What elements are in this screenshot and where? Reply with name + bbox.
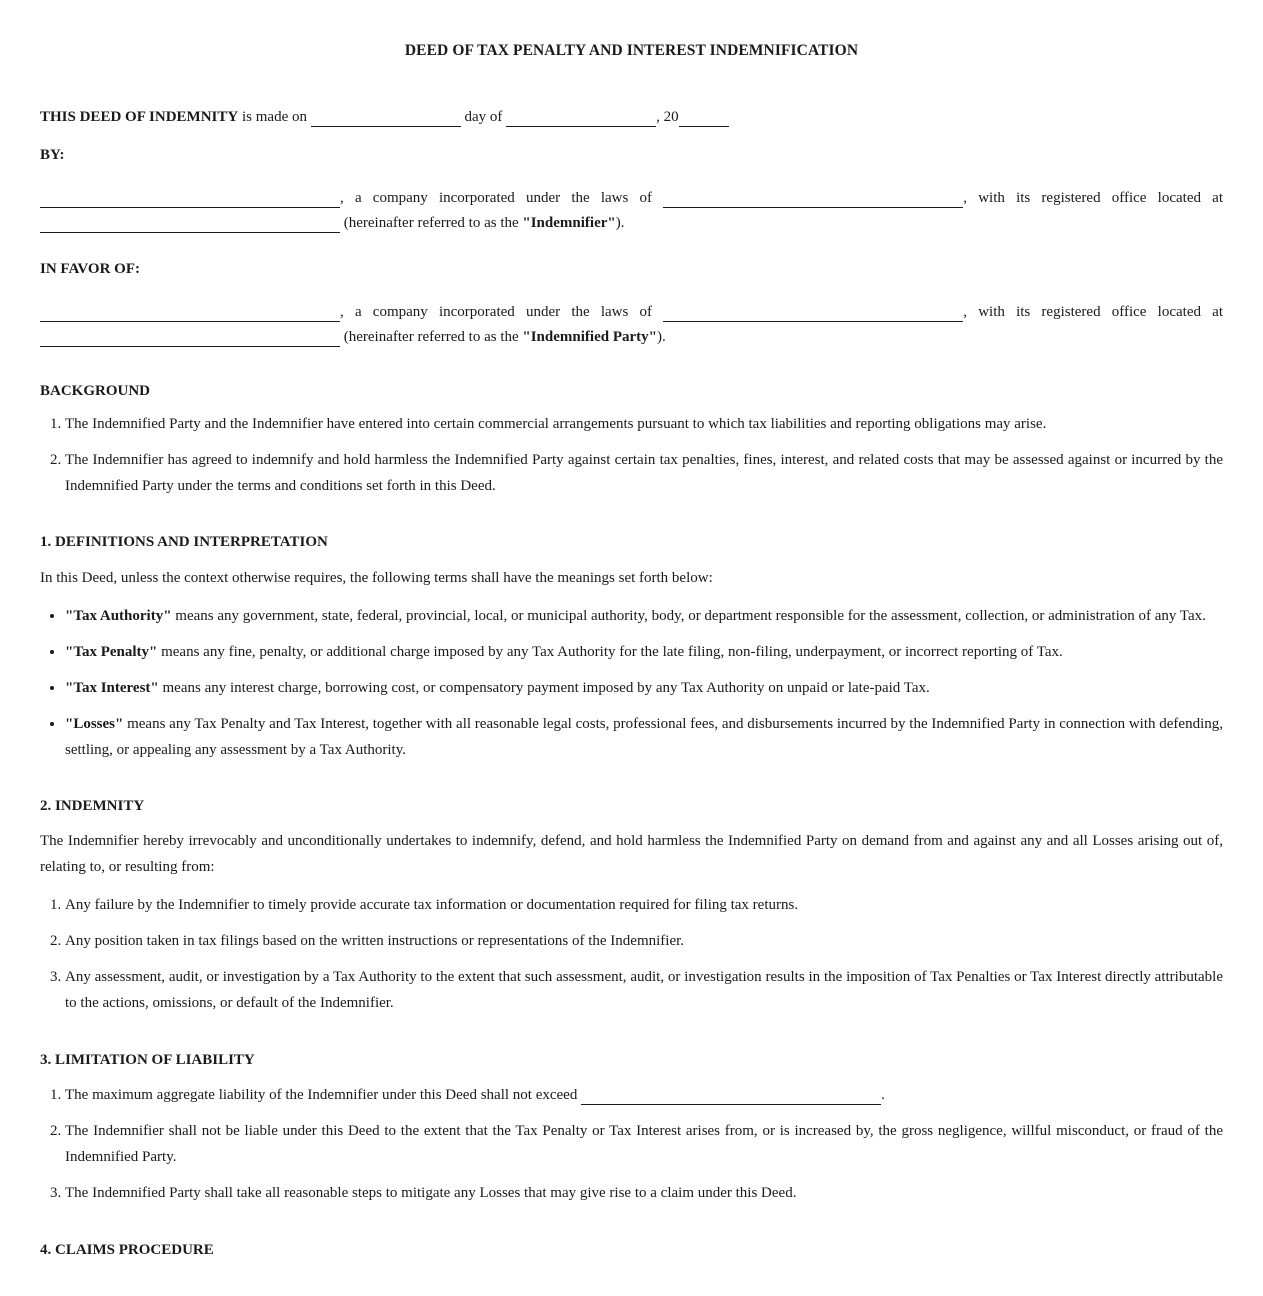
definition-term: "Tax Interest" xyxy=(65,680,159,696)
in-favor-of-label: IN FAVOR OF: xyxy=(40,261,140,277)
indemnifier-office-text: , with its registered office located at xyxy=(963,190,1223,206)
indemnity-list xyxy=(40,892,1223,1016)
definition-text: means any government, state, federal, provincial, local, or municipal authority, body, or department responsible for the assessment, collection, or administration of any Tax. xyxy=(171,608,1206,624)
indemnifier-name-blank[interactable] xyxy=(40,189,340,208)
by-label: BY: xyxy=(40,147,65,163)
background-heading: BACKGROUND xyxy=(40,383,151,399)
definitions-heading: 1. DEFINITIONS AND INTERPRETATION xyxy=(40,534,328,550)
indemnified-ref-name: "Indemnified Party" xyxy=(522,329,657,345)
definition-item xyxy=(65,675,1223,701)
document-page xyxy=(40,0,1223,1261)
definition-term: "Tax Authority" xyxy=(65,608,172,624)
indemnified-company-text: , a company incorporated under the laws of xyxy=(340,304,653,320)
definition-text: means any interest charge, borrowing cost, or compensatory payment imposed by any Tax Authority on unpaid or late-paid Tax. xyxy=(158,680,930,696)
indemnity-item: 1. Any failure by the Indemnifier to timely provide accurate tax information or documentation required for filing tax returns. xyxy=(65,892,1223,918)
indemnified-party-block xyxy=(40,300,1223,350)
background-item: 1. The Indemnified Party and the Indemnifier have entered into certain commercial arrangements pursuant to which tax liabilities and reporting obligations may arise. xyxy=(65,411,1223,437)
intro-year-prefix: , 20 xyxy=(656,109,679,125)
background-list xyxy=(40,411,1223,499)
background-item: 2. The Indemnifier has agreed to indemnify and hold harmless the Indemnified Party against certain tax penalties, fines, interest, and related costs that may be assessed against or incurred by the Indemnified Party under the terms and conditions set forth in this Deed. xyxy=(65,447,1223,499)
claims-heading: 4. CLAIMS PROCEDURE xyxy=(40,1242,214,1258)
indemnifier-company-text: , a company incorporated under the laws of xyxy=(340,190,653,206)
indemnified-address-blank[interactable] xyxy=(40,328,340,347)
indemnifier-jurisdiction-blank[interactable] xyxy=(663,189,963,208)
indemnified-office-text: , with its registered office located at xyxy=(963,304,1223,320)
definition-text: means any Tax Penalty and Tax Interest, together with all reasonable legal costs, professional fees, and disbursements incurred by the Indemnified Party in connection with defending, settling, or appealing any assessment by a Tax Authority. xyxy=(65,716,1223,758)
definition-term: "Tax Penalty" xyxy=(65,644,158,660)
intro-made-on: is made on xyxy=(241,109,307,125)
indemnity-heading: 2. INDEMNITY xyxy=(40,798,145,814)
limitation-list xyxy=(40,1082,1223,1206)
definition-item xyxy=(65,639,1223,665)
intro-bold: THIS DEED OF INDEMNITY xyxy=(40,109,239,125)
definition-item xyxy=(65,603,1223,629)
definition-text: means any fine, penalty, or additional charge imposed by any Tax Authority for the late filing, non-filing, underpayment, or incorrect reporting of Tax. xyxy=(157,644,1063,660)
indemnifier-ref-name: "Indemnifier" xyxy=(522,215,616,231)
indemnifier-block xyxy=(40,186,1223,236)
indemnified-ref-suffix: ). xyxy=(656,329,666,345)
limitation-item: 2. The Indemnifier shall not be liable under this Deed to the extent that the Tax Penalty or Tax Interest arises from, or is increased by, the gross negligence, willful misconduct, or fraud of the Indemnified Party. xyxy=(65,1118,1223,1170)
definition-item xyxy=(65,711,1223,763)
indemnifier-ref-prefix: (hereinafter referred to as the xyxy=(343,215,523,231)
limitation-cap-text: The maximum aggregate liability of the Indemnifier under this Deed shall not exceed xyxy=(65,1087,578,1103)
indemnified-name-blank[interactable] xyxy=(40,303,340,322)
limitation-cap-suffix: . xyxy=(881,1087,885,1103)
date-month-blank[interactable] xyxy=(506,108,656,127)
definitions-list xyxy=(40,603,1223,763)
document-title: DEED OF TAX PENALTY AND INTEREST INDEMNIFICATION xyxy=(404,42,859,59)
indemnity-item: 2. Any position taken in tax filings based on the written instructions or representations of the Indemnifier. xyxy=(65,928,1223,954)
intro-line xyxy=(40,104,1223,130)
indemnity-item: 3. Any assessment, audit, or investigation by a Tax Authority to the extent that such assessment, audit, or investigation results in the imposition of Tax Penalties or Tax Interest directly attributable to the actions, omissions, or default of the Indemnifier. xyxy=(65,964,1223,1016)
indemnity-intro: The Indemnifier hereby irrevocably and unconditionally undertakes to indemnify, defend, and hold harmless the Indemnified Party on demand from and against any and all Losses arising out of, relating to, or resulting from: xyxy=(40,833,1223,875)
date-year-blank[interactable] xyxy=(679,108,729,127)
limitation-item xyxy=(65,1082,1223,1108)
indemnified-ref-prefix: (hereinafter referred to as the xyxy=(343,329,523,345)
date-day-blank[interactable] xyxy=(311,108,461,127)
limitation-heading: 3. LIMITATION OF LIABILITY xyxy=(40,1052,255,1068)
intro-day-of: day of xyxy=(464,109,503,125)
indemnified-jurisdiction-blank[interactable] xyxy=(663,303,963,322)
limitation-item: 3. The Indemnified Party shall take all reasonable steps to mitigate any Losses that may give rise to a claim under this Deed. xyxy=(65,1180,1223,1206)
indemnifier-ref-suffix: ). xyxy=(615,215,625,231)
indemnifier-address-blank[interactable] xyxy=(40,214,340,233)
definitions-intro: In this Deed, unless the context otherwise requires, the following terms shall have the meanings set forth below: xyxy=(40,570,713,586)
definition-term: "Losses" xyxy=(65,716,124,732)
liability-cap-blank[interactable] xyxy=(581,1086,881,1105)
